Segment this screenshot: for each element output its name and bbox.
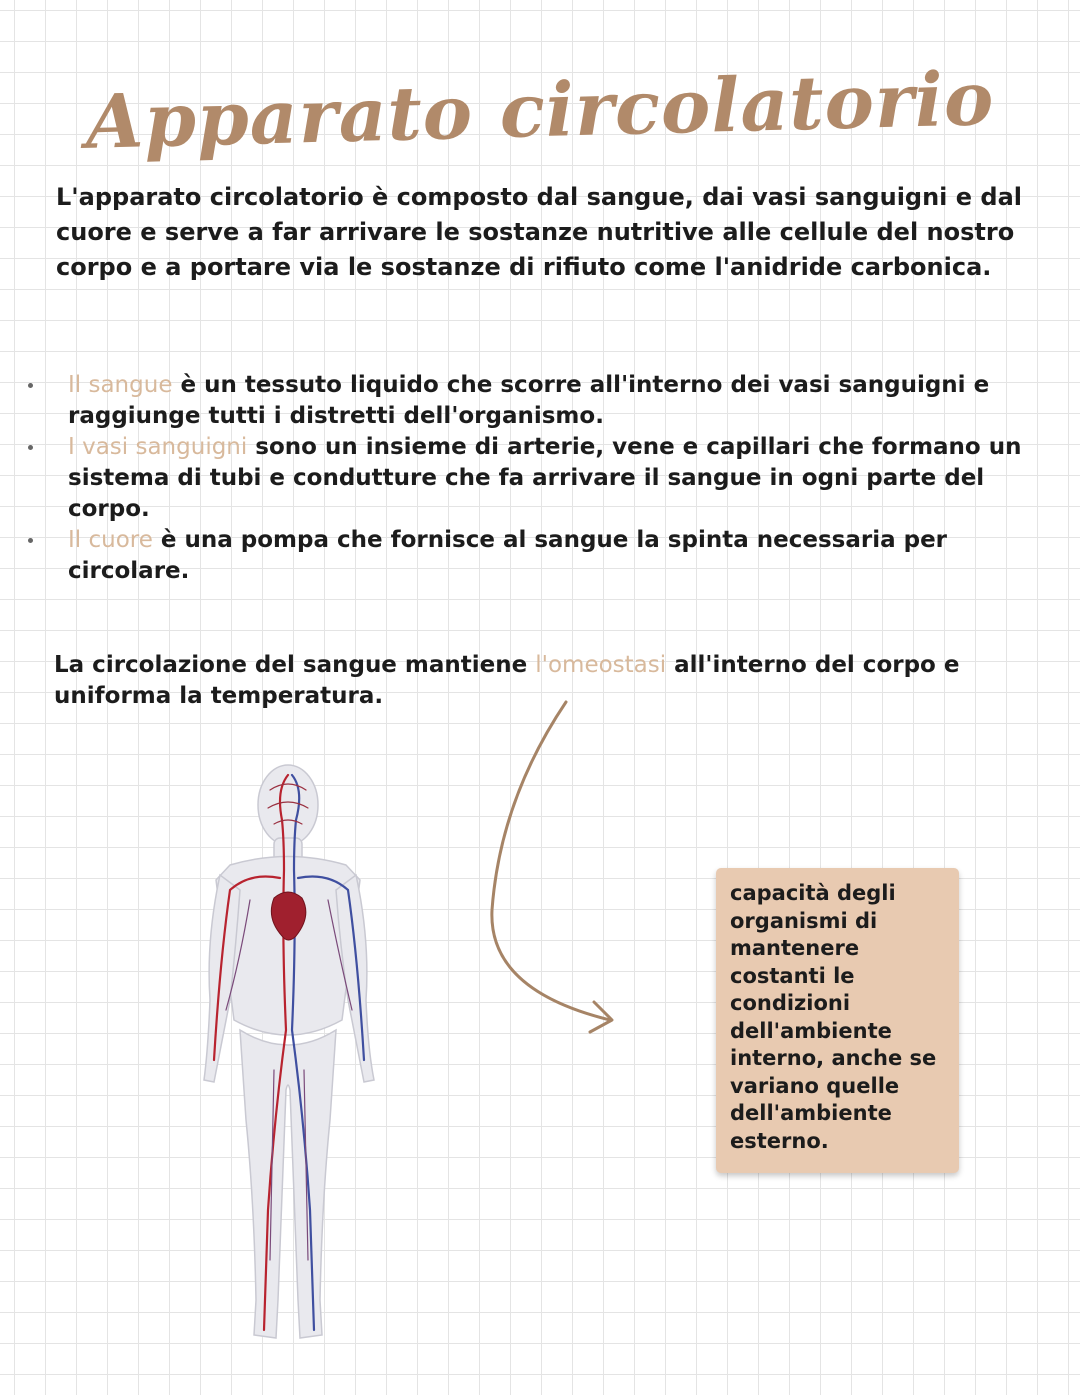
circulatory-system-illustration — [190, 760, 410, 1360]
bullet-text: sono un insieme di arterie, vene e capillari che formano un sistema di tubi e condutture che fa arrivare il sangue in ogni parte del corpo. — [68, 434, 1022, 522]
bullet-dot-icon — [28, 383, 33, 388]
homeostasis-after: all'interno del corpo e uniforma la temperatura. — [54, 652, 960, 709]
bullet-dot-icon — [28, 445, 33, 450]
bullet-term: Il sangue — [68, 372, 173, 398]
bullet-term: Il cuore — [68, 527, 153, 553]
homeostasis-before: La circolazione del sangue mantiene — [54, 652, 536, 678]
definition-note — [716, 868, 959, 1173]
bullet-item-vasi — [0, 432, 1033, 525]
bullet-item-cuore — [0, 525, 1033, 587]
bullet-item-sangue — [0, 370, 1033, 432]
homeostasis-term: l'omeostasi — [535, 652, 667, 678]
bullet-text: è una pompa che fornisce al sangue la spinta necessaria per circolare. — [68, 527, 948, 584]
bullet-list — [0, 370, 1080, 587]
curved-arrow-icon — [470, 690, 630, 1050]
definition-text: capacità degli organismi di mantenere costanti le condizioni dell'ambiente interno, anche se variano quelle dell'ambiente esterno. — [730, 881, 937, 1153]
bullet-text: è un tessuto liquido che scorre all'interno dei vasi sanguigni e raggiunge tutti i distretti dell'organismo. — [68, 372, 990, 429]
intro-paragraph: L'apparato circolatorio è composto dal sangue, dai vasi sanguigni e dal cuore e serve a far arrivare le sostanze nutritive alle cellule del nostro corpo e a portare via le sostanze di rifiuto come l'anidride carbonica. — [56, 183, 1022, 281]
page-title: Apparato circolatorio — [84, 55, 996, 166]
bullet-term: I vasi sanguigni — [68, 434, 248, 460]
bullet-dot-icon — [28, 538, 33, 543]
